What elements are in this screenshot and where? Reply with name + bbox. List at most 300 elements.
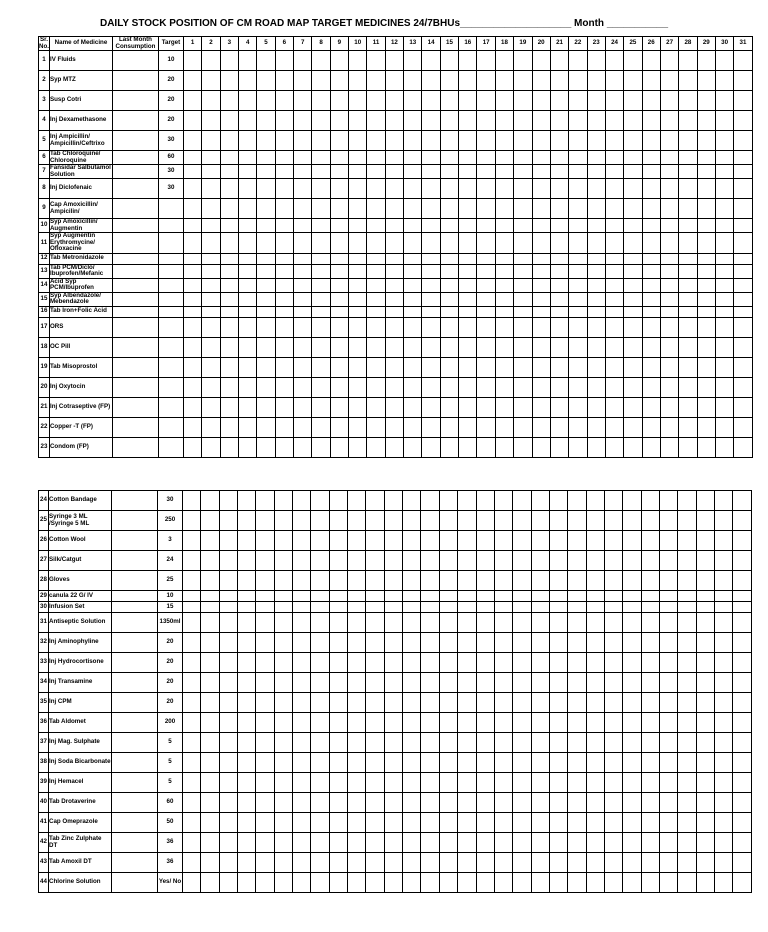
day-cell[interactable] xyxy=(239,437,257,457)
day-cell[interactable] xyxy=(274,571,292,591)
day-cell[interactable] xyxy=(312,306,330,317)
day-cell[interactable] xyxy=(678,491,696,511)
day-cell[interactable] xyxy=(549,853,567,873)
day-cell[interactable] xyxy=(476,633,494,653)
day-cell[interactable] xyxy=(238,793,256,813)
day-cell[interactable] xyxy=(605,437,623,457)
day-cell[interactable] xyxy=(569,219,587,233)
day-cell[interactable] xyxy=(219,633,237,653)
day-cell[interactable] xyxy=(239,91,257,111)
day-cell[interactable] xyxy=(733,713,751,733)
day-cell[interactable] xyxy=(329,733,347,753)
day-cell[interactable] xyxy=(183,653,201,673)
day-cell[interactable] xyxy=(697,91,715,111)
day-cell[interactable] xyxy=(384,633,402,653)
day-cell[interactable] xyxy=(642,51,660,71)
day-cell[interactable] xyxy=(330,317,348,337)
day-cell[interactable] xyxy=(239,219,257,233)
day-cell[interactable] xyxy=(514,253,532,264)
day-cell[interactable] xyxy=(604,591,622,602)
day-cell[interactable] xyxy=(220,111,238,131)
day-cell[interactable] xyxy=(569,337,587,357)
day-cell[interactable] xyxy=(697,337,715,357)
day-cell[interactable] xyxy=(734,278,752,292)
day-cell[interactable] xyxy=(294,233,312,254)
day-cell[interactable] xyxy=(531,511,549,531)
day-cell[interactable] xyxy=(495,264,513,278)
day-cell[interactable] xyxy=(421,531,439,551)
day-cell[interactable] xyxy=(550,253,568,264)
day-cell[interactable] xyxy=(514,111,532,131)
day-cell[interactable] xyxy=(422,437,440,457)
day-cell[interactable] xyxy=(422,111,440,131)
day-cell[interactable] xyxy=(312,111,330,131)
day-cell[interactable] xyxy=(714,633,732,653)
day-cell[interactable] xyxy=(349,111,367,131)
day-cell[interactable] xyxy=(329,873,347,893)
day-cell[interactable] xyxy=(349,253,367,264)
day-cell[interactable] xyxy=(238,511,256,531)
row-last-month-cell[interactable] xyxy=(112,292,158,306)
day-cell[interactable] xyxy=(550,292,568,306)
day-cell[interactable] xyxy=(697,292,715,306)
day-cell[interactable] xyxy=(697,437,715,457)
day-cell[interactable] xyxy=(549,633,567,653)
day-cell[interactable] xyxy=(477,131,495,151)
day-cell[interactable] xyxy=(569,397,587,417)
day-cell[interactable] xyxy=(294,278,312,292)
day-cell[interactable] xyxy=(349,264,367,278)
day-cell[interactable] xyxy=(679,253,697,264)
day-cell[interactable] xyxy=(624,51,642,71)
day-cell[interactable] xyxy=(734,151,752,165)
day-cell[interactable] xyxy=(586,773,604,793)
day-cell[interactable] xyxy=(183,773,201,793)
day-cell[interactable] xyxy=(275,357,293,377)
day-cell[interactable] xyxy=(549,591,567,602)
day-cell[interactable] xyxy=(514,437,532,457)
day-cell[interactable] xyxy=(239,278,257,292)
day-cell[interactable] xyxy=(458,733,476,753)
day-cell[interactable] xyxy=(477,264,495,278)
day-cell[interactable] xyxy=(312,199,330,219)
day-cell[interactable] xyxy=(660,317,678,337)
day-cell[interactable] xyxy=(329,673,347,693)
day-cell[interactable] xyxy=(714,793,732,813)
day-cell[interactable] xyxy=(404,111,422,131)
day-cell[interactable] xyxy=(477,179,495,199)
day-cell[interactable] xyxy=(312,437,330,457)
day-cell[interactable] xyxy=(458,753,476,773)
day-cell[interactable] xyxy=(679,151,697,165)
day-cell[interactable] xyxy=(587,151,605,165)
day-cell[interactable] xyxy=(349,233,367,254)
row-last-month-cell[interactable] xyxy=(112,591,158,602)
day-cell[interactable] xyxy=(403,511,421,531)
day-cell[interactable] xyxy=(734,91,752,111)
day-cell[interactable] xyxy=(696,773,714,793)
day-cell[interactable] xyxy=(587,219,605,233)
day-cell[interactable] xyxy=(366,531,384,551)
day-cell[interactable] xyxy=(421,511,439,531)
day-cell[interactable] xyxy=(495,397,513,417)
day-cell[interactable] xyxy=(311,693,329,713)
day-cell[interactable] xyxy=(421,653,439,673)
day-cell[interactable] xyxy=(549,873,567,893)
day-cell[interactable] xyxy=(220,131,238,151)
day-cell[interactable] xyxy=(312,337,330,357)
day-cell[interactable] xyxy=(367,264,385,278)
day-cell[interactable] xyxy=(256,833,274,853)
day-cell[interactable] xyxy=(183,813,201,833)
day-cell[interactable] xyxy=(696,531,714,551)
day-cell[interactable] xyxy=(403,753,421,773)
day-cell[interactable] xyxy=(696,673,714,693)
day-cell[interactable] xyxy=(275,165,293,179)
day-cell[interactable] xyxy=(679,165,697,179)
day-cell[interactable] xyxy=(495,151,513,165)
day-cell[interactable] xyxy=(330,219,348,233)
day-cell[interactable] xyxy=(476,653,494,673)
day-cell[interactable] xyxy=(257,179,275,199)
day-cell[interactable] xyxy=(514,219,532,233)
day-cell[interactable] xyxy=(697,317,715,337)
day-cell[interactable] xyxy=(715,91,733,111)
day-cell[interactable] xyxy=(183,753,201,773)
day-cell[interactable] xyxy=(659,653,677,673)
day-cell[interactable] xyxy=(220,219,238,233)
day-cell[interactable] xyxy=(403,613,421,633)
day-cell[interactable] xyxy=(422,71,440,91)
day-cell[interactable] xyxy=(641,613,659,633)
day-cell[interactable] xyxy=(641,602,659,613)
day-cell[interactable] xyxy=(239,199,257,219)
day-cell[interactable] xyxy=(641,873,659,893)
day-cell[interactable] xyxy=(421,773,439,793)
day-cell[interactable] xyxy=(440,437,458,457)
day-cell[interactable] xyxy=(183,199,201,219)
day-cell[interactable] xyxy=(293,713,311,733)
day-cell[interactable] xyxy=(734,131,752,151)
day-cell[interactable] xyxy=(550,417,568,437)
day-cell[interactable] xyxy=(623,713,641,733)
day-cell[interactable] xyxy=(569,253,587,264)
day-cell[interactable] xyxy=(403,491,421,511)
day-cell[interactable] xyxy=(367,179,385,199)
day-cell[interactable] xyxy=(422,377,440,397)
day-cell[interactable] xyxy=(329,753,347,773)
day-cell[interactable] xyxy=(201,853,219,873)
day-cell[interactable] xyxy=(531,602,549,613)
day-cell[interactable] xyxy=(624,278,642,292)
day-cell[interactable] xyxy=(404,278,422,292)
day-cell[interactable] xyxy=(293,773,311,793)
day-cell[interactable] xyxy=(293,653,311,673)
day-cell[interactable] xyxy=(330,253,348,264)
day-cell[interactable] xyxy=(513,793,531,813)
day-cell[interactable] xyxy=(532,179,550,199)
day-cell[interactable] xyxy=(696,653,714,673)
day-cell[interactable] xyxy=(183,317,201,337)
day-cell[interactable] xyxy=(239,131,257,151)
day-cell[interactable] xyxy=(330,111,348,131)
day-cell[interactable] xyxy=(220,51,238,71)
day-cell[interactable] xyxy=(422,278,440,292)
day-cell[interactable] xyxy=(367,151,385,165)
day-cell[interactable] xyxy=(385,111,403,131)
day-cell[interactable] xyxy=(220,437,238,457)
day-cell[interactable] xyxy=(384,813,402,833)
day-cell[interactable] xyxy=(348,571,366,591)
day-cell[interactable] xyxy=(458,693,476,713)
day-cell[interactable] xyxy=(459,417,477,437)
day-cell[interactable] xyxy=(659,773,677,793)
day-cell[interactable] xyxy=(641,653,659,673)
day-cell[interactable] xyxy=(513,602,531,613)
day-cell[interactable] xyxy=(404,264,422,278)
day-cell[interactable] xyxy=(257,71,275,91)
day-cell[interactable] xyxy=(294,337,312,357)
day-cell[interactable] xyxy=(183,131,201,151)
day-cell[interactable] xyxy=(257,357,275,377)
day-cell[interactable] xyxy=(330,71,348,91)
day-cell[interactable] xyxy=(697,51,715,71)
day-cell[interactable] xyxy=(201,833,219,853)
day-cell[interactable] xyxy=(404,437,422,457)
row-last-month-cell[interactable] xyxy=(112,653,158,673)
day-cell[interactable] xyxy=(678,813,696,833)
day-cell[interactable] xyxy=(586,491,604,511)
day-cell[interactable] xyxy=(714,753,732,773)
day-cell[interactable] xyxy=(274,753,292,773)
day-cell[interactable] xyxy=(183,51,201,71)
day-cell[interactable] xyxy=(568,673,586,693)
day-cell[interactable] xyxy=(183,179,201,199)
day-cell[interactable] xyxy=(366,833,384,853)
day-cell[interactable] xyxy=(311,653,329,673)
day-cell[interactable] xyxy=(495,253,513,264)
day-cell[interactable] xyxy=(274,633,292,653)
day-cell[interactable] xyxy=(550,179,568,199)
day-cell[interactable] xyxy=(459,111,477,131)
day-cell[interactable] xyxy=(659,613,677,633)
day-cell[interactable] xyxy=(477,233,495,254)
day-cell[interactable] xyxy=(348,833,366,853)
day-cell[interactable] xyxy=(495,199,513,219)
day-cell[interactable] xyxy=(532,71,550,91)
day-cell[interactable] xyxy=(256,591,274,602)
day-cell[interactable] xyxy=(312,151,330,165)
row-last-month-cell[interactable] xyxy=(112,633,158,653)
day-cell[interactable] xyxy=(550,131,568,151)
day-cell[interactable] xyxy=(476,773,494,793)
day-cell[interactable] xyxy=(329,571,347,591)
day-cell[interactable] xyxy=(642,91,660,111)
day-cell[interactable] xyxy=(293,813,311,833)
day-cell[interactable] xyxy=(367,233,385,254)
day-cell[interactable] xyxy=(311,491,329,511)
day-cell[interactable] xyxy=(330,151,348,165)
day-cell[interactable] xyxy=(714,602,732,613)
row-last-month-cell[interactable] xyxy=(112,793,158,813)
row-last-month-cell[interactable] xyxy=(112,773,158,793)
day-cell[interactable] xyxy=(183,165,201,179)
day-cell[interactable] xyxy=(219,613,237,633)
day-cell[interactable] xyxy=(201,753,219,773)
day-cell[interactable] xyxy=(514,165,532,179)
day-cell[interactable] xyxy=(422,397,440,417)
day-cell[interactable] xyxy=(366,733,384,753)
day-cell[interactable] xyxy=(293,613,311,633)
day-cell[interactable] xyxy=(659,602,677,613)
day-cell[interactable] xyxy=(659,813,677,833)
day-cell[interactable] xyxy=(734,317,752,337)
day-cell[interactable] xyxy=(586,613,604,633)
row-last-month-cell[interactable] xyxy=(112,417,158,437)
day-cell[interactable] xyxy=(514,337,532,357)
day-cell[interactable] xyxy=(531,693,549,713)
day-cell[interactable] xyxy=(183,571,201,591)
day-cell[interactable] xyxy=(220,317,238,337)
day-cell[interactable] xyxy=(624,437,642,457)
day-cell[interactable] xyxy=(220,357,238,377)
day-cell[interactable] xyxy=(532,397,550,417)
day-cell[interactable] xyxy=(495,417,513,437)
day-cell[interactable] xyxy=(458,853,476,873)
day-cell[interactable] xyxy=(202,306,220,317)
day-cell[interactable] xyxy=(660,337,678,357)
day-cell[interactable] xyxy=(586,813,604,833)
day-cell[interactable] xyxy=(734,111,752,131)
day-cell[interactable] xyxy=(202,91,220,111)
day-cell[interactable] xyxy=(440,278,458,292)
day-cell[interactable] xyxy=(183,417,201,437)
day-cell[interactable] xyxy=(514,131,532,151)
day-cell[interactable] xyxy=(679,264,697,278)
day-cell[interactable] xyxy=(714,571,732,591)
day-cell[interactable] xyxy=(201,602,219,613)
day-cell[interactable] xyxy=(679,71,697,91)
day-cell[interactable] xyxy=(312,253,330,264)
day-cell[interactable] xyxy=(329,653,347,673)
day-cell[interactable] xyxy=(274,773,292,793)
day-cell[interactable] xyxy=(659,551,677,571)
day-cell[interactable] xyxy=(421,591,439,602)
day-cell[interactable] xyxy=(642,306,660,317)
day-cell[interactable] xyxy=(714,833,732,853)
day-cell[interactable] xyxy=(238,753,256,773)
day-cell[interactable] xyxy=(440,397,458,417)
day-cell[interactable] xyxy=(624,233,642,254)
day-cell[interactable] xyxy=(587,71,605,91)
day-cell[interactable] xyxy=(586,853,604,873)
day-cell[interactable] xyxy=(329,773,347,793)
day-cell[interactable] xyxy=(642,278,660,292)
day-cell[interactable] xyxy=(219,602,237,613)
day-cell[interactable] xyxy=(422,219,440,233)
day-cell[interactable] xyxy=(513,753,531,773)
day-cell[interactable] xyxy=(679,337,697,357)
day-cell[interactable] xyxy=(274,613,292,633)
day-cell[interactable] xyxy=(659,793,677,813)
day-cell[interactable] xyxy=(531,753,549,773)
day-cell[interactable] xyxy=(532,91,550,111)
day-cell[interactable] xyxy=(238,673,256,693)
day-cell[interactable] xyxy=(604,793,622,813)
day-cell[interactable] xyxy=(275,51,293,71)
day-cell[interactable] xyxy=(349,131,367,151)
day-cell[interactable] xyxy=(734,253,752,264)
day-cell[interactable] xyxy=(238,873,256,893)
day-cell[interactable] xyxy=(586,531,604,551)
row-last-month-cell[interactable] xyxy=(112,111,158,131)
day-cell[interactable] xyxy=(495,179,513,199)
day-cell[interactable] xyxy=(604,693,622,713)
day-cell[interactable] xyxy=(459,264,477,278)
day-cell[interactable] xyxy=(458,551,476,571)
day-cell[interactable] xyxy=(623,571,641,591)
day-cell[interactable] xyxy=(239,253,257,264)
day-cell[interactable] xyxy=(623,551,641,571)
day-cell[interactable] xyxy=(257,199,275,219)
day-cell[interactable] xyxy=(183,531,201,551)
day-cell[interactable] xyxy=(715,292,733,306)
day-cell[interactable] xyxy=(494,813,512,833)
day-cell[interactable] xyxy=(623,511,641,531)
day-cell[interactable] xyxy=(293,753,311,773)
day-cell[interactable] xyxy=(311,673,329,693)
day-cell[interactable] xyxy=(404,179,422,199)
day-cell[interactable] xyxy=(476,531,494,551)
day-cell[interactable] xyxy=(605,131,623,151)
row-last-month-cell[interactable] xyxy=(112,602,158,613)
day-cell[interactable] xyxy=(679,111,697,131)
day-cell[interactable] xyxy=(440,337,458,357)
day-cell[interactable] xyxy=(514,71,532,91)
day-cell[interactable] xyxy=(440,417,458,437)
day-cell[interactable] xyxy=(275,337,293,357)
day-cell[interactable] xyxy=(642,219,660,233)
day-cell[interactable] xyxy=(349,377,367,397)
day-cell[interactable] xyxy=(275,264,293,278)
day-cell[interactable] xyxy=(586,633,604,653)
day-cell[interactable] xyxy=(660,253,678,264)
day-cell[interactable] xyxy=(312,51,330,71)
day-cell[interactable] xyxy=(587,165,605,179)
day-cell[interactable] xyxy=(569,165,587,179)
row-last-month-cell[interactable] xyxy=(112,337,158,357)
day-cell[interactable] xyxy=(293,511,311,531)
day-cell[interactable] xyxy=(439,833,457,853)
day-cell[interactable] xyxy=(404,357,422,377)
day-cell[interactable] xyxy=(696,551,714,571)
day-cell[interactable] xyxy=(531,653,549,673)
day-cell[interactable] xyxy=(440,91,458,111)
day-cell[interactable] xyxy=(440,111,458,131)
day-cell[interactable] xyxy=(477,71,495,91)
day-cell[interactable] xyxy=(293,673,311,693)
day-cell[interactable] xyxy=(459,51,477,71)
day-cell[interactable] xyxy=(256,713,274,733)
day-cell[interactable] xyxy=(183,253,201,264)
day-cell[interactable] xyxy=(311,733,329,753)
day-cell[interactable] xyxy=(641,833,659,853)
day-cell[interactable] xyxy=(256,873,274,893)
day-cell[interactable] xyxy=(697,165,715,179)
day-cell[interactable] xyxy=(531,491,549,511)
day-cell[interactable] xyxy=(623,591,641,602)
row-last-month-cell[interactable] xyxy=(112,613,158,633)
